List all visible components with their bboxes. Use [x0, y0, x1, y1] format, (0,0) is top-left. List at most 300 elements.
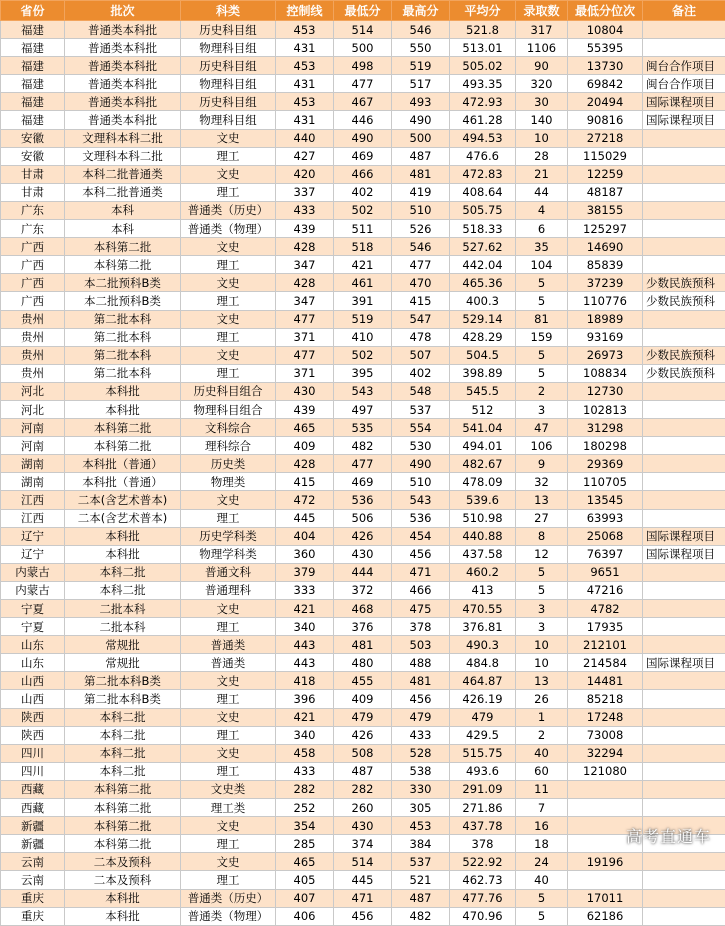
table-cell	[643, 726, 725, 744]
table-cell: 8	[516, 527, 568, 545]
table-cell: 415	[392, 292, 450, 310]
table-cell: 本科批（普通）	[65, 473, 181, 491]
table-cell: 426	[334, 726, 392, 744]
table-cell: 本科	[65, 220, 181, 238]
table-cell: 10	[516, 654, 568, 672]
table-cell: 38155	[568, 201, 643, 219]
table-cell: 理工	[181, 183, 276, 201]
table-cell: 468	[334, 600, 392, 618]
table-cell	[643, 708, 725, 726]
table-cell: 439	[276, 220, 334, 238]
table-row	[1, 183, 725, 201]
table-cell: 物理类	[181, 473, 276, 491]
table-cell: 福建	[1, 39, 65, 57]
table-cell: 本科二批	[65, 726, 181, 744]
table-cell: 5	[516, 274, 568, 292]
table-cell: 404	[276, 527, 334, 545]
table-cell: 文史	[181, 165, 276, 183]
table-cell: 478.09	[450, 473, 516, 491]
table-row	[1, 799, 725, 817]
table-cell: 518.33	[450, 220, 516, 238]
table-cell: 5	[516, 346, 568, 364]
table-cell: 历史科目组合	[181, 382, 276, 400]
table-cell: 543	[334, 382, 392, 400]
table-cell: 282	[334, 780, 392, 798]
table-cell: 426	[334, 527, 392, 545]
table-cell: 519	[392, 57, 450, 75]
table-cell: 国际课程项目	[643, 111, 725, 129]
table-cell: 理工	[181, 364, 276, 382]
table-cell: 本科第二批	[65, 817, 181, 835]
table-cell: 488	[392, 654, 450, 672]
table-cell: 378	[392, 618, 450, 636]
table-cell: 445	[334, 871, 392, 889]
column-header: 科类	[181, 1, 276, 21]
table-cell: 465.36	[450, 274, 516, 292]
table-cell: 490	[334, 129, 392, 147]
table-cell: 文科综合	[181, 419, 276, 437]
table-cell: 文史	[181, 817, 276, 835]
table-cell: 480	[334, 654, 392, 672]
table-row	[1, 21, 725, 39]
table-cell: 贵州	[1, 364, 65, 382]
table-cell: 本科二批	[65, 762, 181, 780]
table-cell	[643, 201, 725, 219]
table-row	[1, 455, 725, 473]
table-cell: 271.86	[450, 799, 516, 817]
table-cell: 482	[392, 907, 450, 925]
table-cell: 物理科目组	[181, 75, 276, 93]
table-cell: 6	[516, 220, 568, 238]
table-cell: 二批本科	[65, 618, 181, 636]
table-cell: 470.55	[450, 600, 516, 618]
table-cell: 433	[276, 762, 334, 780]
table-cell: 少数民族预科	[643, 274, 725, 292]
table-cell: 535	[334, 419, 392, 437]
table-cell: 本科批	[65, 889, 181, 907]
table-cell: 常规批	[65, 636, 181, 654]
table-cell: 理工	[181, 256, 276, 274]
table-cell: 510.98	[450, 509, 516, 527]
table-cell	[643, 238, 725, 256]
table-cell: 505.75	[450, 201, 516, 219]
table-cell: 505.02	[450, 57, 516, 75]
table-cell: 本科二批	[65, 563, 181, 581]
table-cell: 文史	[181, 744, 276, 762]
table-cell: 500	[392, 129, 450, 147]
table-cell: 121080	[568, 762, 643, 780]
table-cell: 常规批	[65, 654, 181, 672]
table-cell: 512	[450, 400, 516, 418]
table-cell: 云南	[1, 853, 65, 871]
table-row	[1, 382, 725, 400]
table-cell	[643, 690, 725, 708]
table-cell: 本科第二批	[65, 419, 181, 437]
table-cell: 本科第二批	[65, 780, 181, 798]
table-cell: 428	[276, 274, 334, 292]
table-row	[1, 853, 725, 871]
table-cell: 26	[516, 690, 568, 708]
table-cell: 212101	[568, 636, 643, 654]
table-cell: 546	[392, 238, 450, 256]
table-row	[1, 835, 725, 853]
table-cell: 493.6	[450, 762, 516, 780]
table-cell: 433	[392, 726, 450, 744]
table-cell: 125297	[568, 220, 643, 238]
table-cell: 285	[276, 835, 334, 853]
table-cell: 527.62	[450, 238, 516, 256]
table-cell: 472	[276, 491, 334, 509]
table-cell	[643, 437, 725, 455]
table-cell: 466	[392, 581, 450, 599]
table-cell: 528	[392, 744, 450, 762]
table-cell: 本科二批	[65, 581, 181, 599]
table-cell: 456	[334, 907, 392, 925]
table-cell: 479	[334, 708, 392, 726]
table-cell: 291.09	[450, 780, 516, 798]
table-cell: 14690	[568, 238, 643, 256]
table-cell: 69842	[568, 75, 643, 93]
table-cell: 物理科目组合	[181, 400, 276, 418]
table-cell: 辽宁	[1, 527, 65, 545]
table-cell: 理工	[181, 328, 276, 346]
table-cell: 110705	[568, 473, 643, 491]
table-cell: 453	[276, 57, 334, 75]
table-cell: 48187	[568, 183, 643, 201]
table-cell: 10	[516, 129, 568, 147]
table-cell: 12730	[568, 382, 643, 400]
table-cell: 5	[516, 889, 568, 907]
table-cell: 554	[392, 419, 450, 437]
table-cell: 安徽	[1, 129, 65, 147]
table-cell: 广东	[1, 220, 65, 238]
table-cell: 普通类	[181, 636, 276, 654]
table-cell: 140	[516, 111, 568, 129]
table-cell: 371	[276, 328, 334, 346]
table-cell: 547	[392, 310, 450, 328]
table-cell: 519	[334, 310, 392, 328]
table-cell: 500	[334, 39, 392, 57]
table-cell: 10804	[568, 21, 643, 39]
table-cell: 420	[276, 165, 334, 183]
table-cell: 347	[276, 292, 334, 310]
table-cell	[643, 636, 725, 654]
table-cell: 文史	[181, 129, 276, 147]
table-cell: 214584	[568, 654, 643, 672]
table-row	[1, 238, 725, 256]
table-row	[1, 274, 725, 292]
table-cell: 宁夏	[1, 618, 65, 636]
table-cell: 110776	[568, 292, 643, 310]
table-cell: 481	[392, 165, 450, 183]
table-cell: 32294	[568, 744, 643, 762]
table-cell: 历史学科类	[181, 527, 276, 545]
table-cell: 430	[276, 382, 334, 400]
table-cell: 391	[334, 292, 392, 310]
table-row	[1, 907, 725, 925]
table-cell: 402	[392, 364, 450, 382]
table-row	[1, 672, 725, 690]
table-cell: 337	[276, 183, 334, 201]
table-row	[1, 545, 725, 563]
table-cell: 514	[334, 21, 392, 39]
table-cell: 517	[392, 75, 450, 93]
table-cell: 402	[334, 183, 392, 201]
table-cell: 400.3	[450, 292, 516, 310]
column-header: 省份	[1, 1, 65, 21]
table-cell: 456	[392, 690, 450, 708]
table-cell: 17011	[568, 889, 643, 907]
table-cell: 河南	[1, 437, 65, 455]
table-cell	[643, 780, 725, 798]
table-cell: 本科批（普通）	[65, 455, 181, 473]
table-cell: 333	[276, 581, 334, 599]
table-cell: 文史	[181, 672, 276, 690]
table-cell	[643, 455, 725, 473]
table-cell: 63993	[568, 509, 643, 527]
table-cell: 国际课程项目	[643, 93, 725, 111]
table-cell: 4	[516, 201, 568, 219]
table-cell: 507	[392, 346, 450, 364]
table-cell: 76397	[568, 545, 643, 563]
table-cell: 14481	[568, 672, 643, 690]
table-cell: 30	[516, 93, 568, 111]
table-cell: 443	[276, 636, 334, 654]
table-cell: 439	[276, 400, 334, 418]
table-cell: 第二批本科B类	[65, 672, 181, 690]
table-cell: 理工	[181, 690, 276, 708]
table-cell: 5	[516, 563, 568, 581]
table-cell: 重庆	[1, 889, 65, 907]
table-cell: 文史类	[181, 780, 276, 798]
table-cell: 62186	[568, 907, 643, 925]
table-cell: 13	[516, 672, 568, 690]
table-cell: 539.6	[450, 491, 516, 509]
table-cell: 537	[392, 853, 450, 871]
table-cell: 347	[276, 256, 334, 274]
table-cell	[643, 581, 725, 599]
table-cell: 18989	[568, 310, 643, 328]
table-cell: 江西	[1, 509, 65, 527]
table-cell: 506	[334, 509, 392, 527]
table-cell: 理工	[181, 618, 276, 636]
table-cell: 454	[392, 527, 450, 545]
table-cell: 522.92	[450, 853, 516, 871]
table-cell: 12259	[568, 165, 643, 183]
table-cell: 421	[334, 256, 392, 274]
table-cell: 湖南	[1, 473, 65, 491]
table-cell	[643, 853, 725, 871]
table-cell: 437.58	[450, 545, 516, 563]
table-cell: 521	[392, 871, 450, 889]
table-row	[1, 111, 725, 129]
table-cell: 26973	[568, 346, 643, 364]
table-cell: 541.04	[450, 419, 516, 437]
table-cell: 418	[276, 672, 334, 690]
table-cell: 河北	[1, 382, 65, 400]
table-cell: 374	[334, 835, 392, 853]
table-cell	[643, 165, 725, 183]
table-cell: 四川	[1, 762, 65, 780]
table-cell: 四川	[1, 744, 65, 762]
table-row	[1, 618, 725, 636]
table-row	[1, 889, 725, 907]
table-cell: 446	[334, 111, 392, 129]
table-cell: 本二批预科B类	[65, 292, 181, 310]
table-cell: 第二批本科	[65, 328, 181, 346]
table-cell: 398.89	[450, 364, 516, 382]
table-cell: 479	[450, 708, 516, 726]
table-cell: 21	[516, 165, 568, 183]
table-cell: 13730	[568, 57, 643, 75]
table-row	[1, 346, 725, 364]
table-row	[1, 201, 725, 219]
table-cell: 481	[334, 636, 392, 654]
table-cell: 282	[276, 780, 334, 798]
table-cell	[643, 419, 725, 437]
table-cell: 90	[516, 57, 568, 75]
table-cell: 16	[516, 817, 568, 835]
table-cell: 文史	[181, 708, 276, 726]
table-cell: 文理科本科二批	[65, 129, 181, 147]
table-row	[1, 780, 725, 798]
table-cell: 461	[334, 274, 392, 292]
table-cell: 闽台合作项目	[643, 75, 725, 93]
table-cell: 二本(含艺术普本)	[65, 491, 181, 509]
table-cell: 428	[276, 238, 334, 256]
table-cell: 462.73	[450, 871, 516, 889]
table-cell: 320	[516, 75, 568, 93]
watermark: 高考直通车	[626, 824, 711, 847]
table-cell: 409	[334, 690, 392, 708]
table-cell: 456	[392, 545, 450, 563]
table-cell: 502	[334, 201, 392, 219]
table-row	[1, 509, 725, 527]
table-cell: 477	[276, 346, 334, 364]
table-cell	[643, 183, 725, 201]
table-cell	[568, 871, 643, 889]
table-cell: 490	[392, 455, 450, 473]
table-cell: 409	[276, 437, 334, 455]
table-cell: 29369	[568, 455, 643, 473]
table-cell: 73008	[568, 726, 643, 744]
table-cell: 4782	[568, 600, 643, 618]
table-cell: 428.29	[450, 328, 516, 346]
table-cell: 云南	[1, 871, 65, 889]
table-cell: 530	[392, 437, 450, 455]
table-cell: 431	[276, 111, 334, 129]
table-cell: 第二批本科	[65, 346, 181, 364]
table-cell: 464.87	[450, 672, 516, 690]
table-cell	[643, 509, 725, 527]
table-cell: 河北	[1, 400, 65, 418]
table-cell: 40	[516, 744, 568, 762]
column-header: 批次	[65, 1, 181, 21]
table-cell	[643, 382, 725, 400]
table-cell: 490.3	[450, 636, 516, 654]
table-cell: 贵州	[1, 310, 65, 328]
table-cell: 504.5	[450, 346, 516, 364]
table-cell: 普通类	[181, 654, 276, 672]
table-cell: 479	[392, 708, 450, 726]
table-cell: 广西	[1, 274, 65, 292]
table-cell: 472.93	[450, 93, 516, 111]
table-cell: 贵州	[1, 346, 65, 364]
table-cell: 历史科目组	[181, 57, 276, 75]
table-row	[1, 364, 725, 382]
table-cell: 陕西	[1, 708, 65, 726]
table-row	[1, 473, 725, 491]
table-cell: 福建	[1, 57, 65, 75]
table-cell: 5	[516, 292, 568, 310]
table-cell: 3	[516, 400, 568, 418]
table-cell: 17248	[568, 708, 643, 726]
table-cell: 本科二批普通类	[65, 183, 181, 201]
table-cell	[643, 491, 725, 509]
table-cell: 理科综合	[181, 437, 276, 455]
table-cell: 477	[276, 310, 334, 328]
table-cell	[643, 21, 725, 39]
table-cell: 本科批	[65, 545, 181, 563]
table-cell: 426.19	[450, 690, 516, 708]
table-cell: 贵州	[1, 328, 65, 346]
table-cell: 32	[516, 473, 568, 491]
table-cell: 普通类（历史）	[181, 889, 276, 907]
table-cell: 497	[334, 400, 392, 418]
table-cell: 9	[516, 455, 568, 473]
column-header: 最高分	[392, 1, 450, 21]
table-cell	[643, 310, 725, 328]
column-header: 备注	[643, 1, 725, 21]
table-cell: 465	[276, 853, 334, 871]
table-cell: 文史	[181, 238, 276, 256]
table-cell	[568, 780, 643, 798]
table-cell: 443	[276, 654, 334, 672]
table-cell: 498	[334, 57, 392, 75]
table-cell: 山西	[1, 672, 65, 690]
table-cell: 二本及预科	[65, 871, 181, 889]
table-row	[1, 256, 725, 274]
table-cell: 502	[334, 346, 392, 364]
table-cell	[643, 672, 725, 690]
table-cell: 本科二批	[65, 744, 181, 762]
table-cell: 历史科目组	[181, 21, 276, 39]
table-row	[1, 563, 725, 581]
table-row	[1, 708, 725, 726]
table-cell: 文史	[181, 346, 276, 364]
table-cell: 90816	[568, 111, 643, 129]
table-cell: 477.76	[450, 889, 516, 907]
table-cell: 490	[392, 111, 450, 129]
table-cell: 487	[392, 147, 450, 165]
table-cell: 455	[334, 672, 392, 690]
table-cell: 第二批本科	[65, 364, 181, 382]
table-cell: 159	[516, 328, 568, 346]
table-cell: 431	[276, 39, 334, 57]
table-cell: 106	[516, 437, 568, 455]
table-cell: 本科批	[65, 907, 181, 925]
table-cell: 430	[334, 817, 392, 835]
table-cell: 24	[516, 853, 568, 871]
table-cell: 5	[516, 364, 568, 382]
table-cell: 7	[516, 799, 568, 817]
table-cell: 482	[334, 437, 392, 455]
table-cell: 普通类（历史）	[181, 201, 276, 219]
table-row	[1, 581, 725, 599]
table-cell: 494.53	[450, 129, 516, 147]
table-cell: 378	[450, 835, 516, 853]
table-cell	[643, 328, 725, 346]
